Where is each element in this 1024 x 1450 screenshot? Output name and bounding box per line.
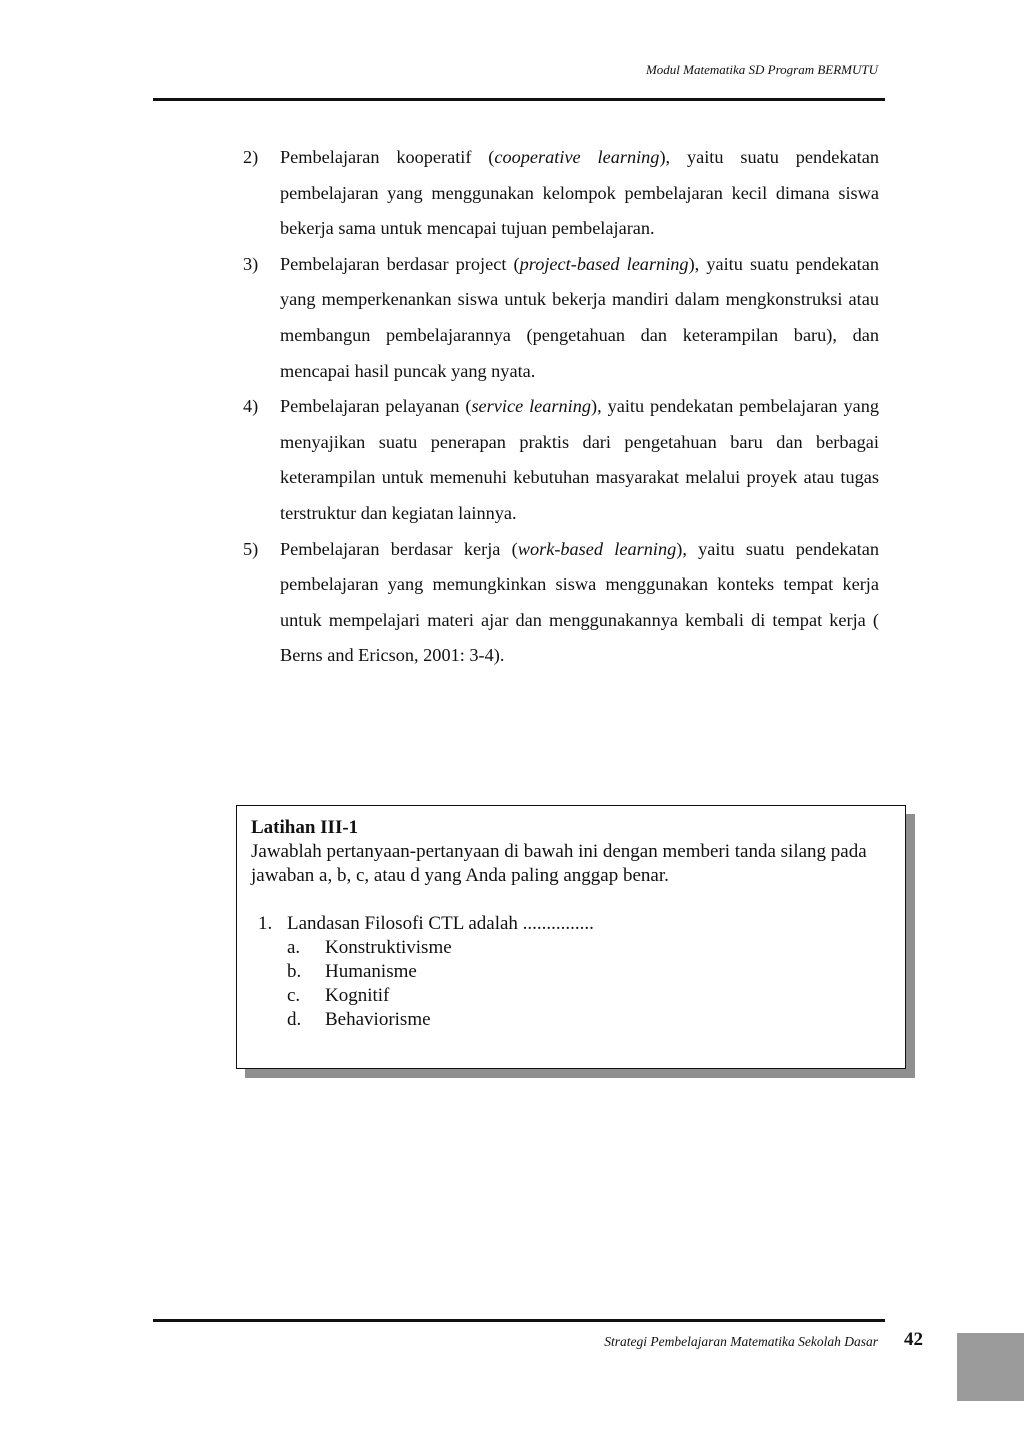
option-letter: c.: [287, 985, 301, 1006]
option-letter: b.: [287, 961, 302, 982]
option-text: Kognitif: [325, 985, 390, 1006]
list-term: project-based learning: [519, 253, 689, 274]
list-text: ), yaitu pendekatan pembelajaran yang menyajikan suatu penerapan praktis dari pengetahuan baru dan berbagai keterampilan untuk memenuhi kebutuhan masyarakat melalui proyek atau tugas terstruktur dan kegiatan lainnya.: [280, 396, 879, 523]
list-term: service learning: [471, 396, 592, 417]
exercise-title: Latihan III-1: [251, 817, 359, 838]
question-number: 1.: [258, 913, 273, 934]
list-number: 5): [243, 538, 259, 559]
option-text: Humanisme: [325, 961, 417, 982]
footer-rule: [153, 1319, 885, 1322]
exercise-box: [236, 805, 906, 1069]
list-number: 3): [243, 253, 259, 274]
list-text: Pembelajaran kooperatif (: [280, 147, 495, 167]
page-number: 42: [904, 1329, 923, 1350]
question-text: Landasan Filosofi CTL adalah ...............: [287, 913, 594, 934]
list-item: [243, 532, 879, 674]
list-term: work-based learning: [517, 538, 677, 559]
list-item: [243, 389, 879, 531]
list-text: Pembelajaran berdasar project (: [280, 253, 520, 274]
list-text: Pembelajaran pelayanan (: [280, 396, 472, 417]
list-text: ), yaitu suatu pendekatan pembelajaran yang menggunakan kelompok pembelajaran kecil dimana siswa bekerja sama untuk mencapai tujuan pembelajaran.: [280, 147, 879, 239]
option-letter: d.: [287, 1009, 302, 1030]
page-tab-marker: [957, 1333, 1024, 1401]
list-item: [243, 140, 879, 247]
option-text: Konstruktivisme: [325, 937, 452, 958]
exercise-instruction: Jawablah pertanyaan-pertanyaan di bawah ini dengan memberi tanda silang pada jawaban a, b, c, atau d yang Anda paling anggap benar.: [251, 841, 867, 886]
option-text: Behaviorisme: [325, 1009, 431, 1030]
list-number: 4): [243, 396, 259, 417]
list-term: cooperative learning: [494, 147, 660, 167]
list-text: Pembelajaran berdasar kerja (: [280, 538, 518, 559]
header-rule: [153, 98, 885, 101]
approach-list: [243, 140, 879, 674]
running-header: Modul Matematika SD Program BERMUTU: [645, 62, 878, 77]
list-text: ), yaitu suatu pendekatan pembelajaran yang memungkinkan siswa menggunakan konteks tempat kerja untuk mempelajari materi ajar dan menggunakannya kembali di tempat kerja ( Berns and Ericson, 2001: 3-4).: [280, 538, 880, 666]
option-letter: a.: [287, 937, 301, 958]
running-footer: Strategi Pembelajaran Matematika Sekolah Dasar: [604, 1334, 878, 1349]
list-text: ), yaitu suatu pendekatan yang memperkenankan siswa untuk bekerja mandiri dalam mengkonstruksi atau membangun pembelajarannya (pengetahuan dan keterampilan baru), dan mencapai hasil puncak yang nyata.: [280, 253, 879, 381]
list-item: [243, 247, 879, 389]
list-number: 2): [243, 147, 259, 167]
